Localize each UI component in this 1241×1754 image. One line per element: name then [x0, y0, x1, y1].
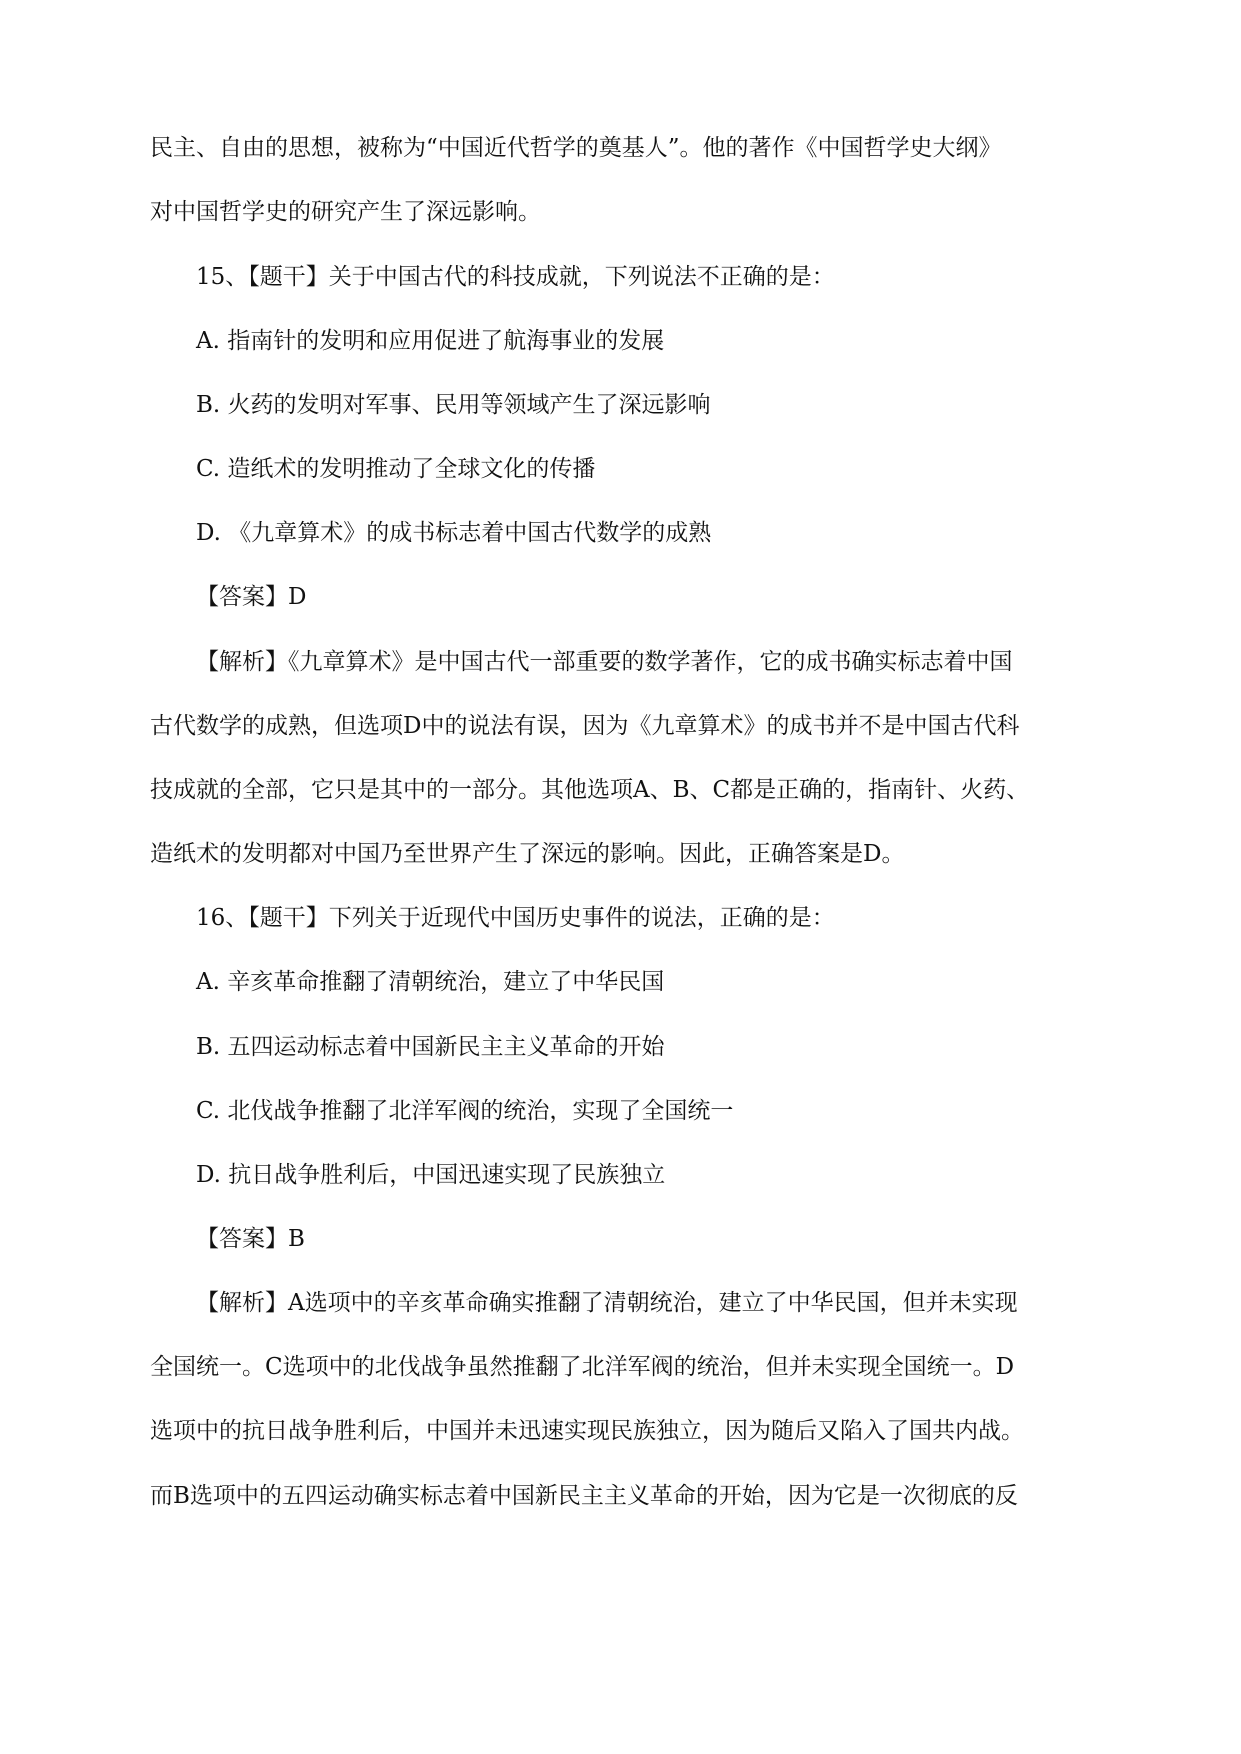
- paragraph-line: 对中国哲学史的研究产生了深远影响。: [150, 199, 541, 225]
- question-16-answer: 【答案】B: [196, 1226, 305, 1252]
- question-16-stem: 16、【题干】下列关于近现代中国历史事件的说法，正确的是：: [196, 905, 835, 931]
- question-15-explanation-line: 【解析】《九章算术》是中国古代一部重要的数学著作，它的成书确实标志着中国: [196, 649, 1013, 675]
- question-15-stem: 15、【题干】关于中国古代的科技成就，下列说法不正确的是：: [196, 264, 835, 290]
- question-16-option-d: D. 抗日战争胜利后，中国迅速实现了民族独立: [196, 1162, 666, 1188]
- question-15-answer: 【答案】D: [196, 584, 307, 610]
- question-15-explanation-line: 造纸术的发明都对中国乃至世界产生了深远的影响。因此，正确答案是D。: [150, 841, 905, 867]
- question-15-option-c: C. 造纸术的发明推动了全球文化的传播: [196, 456, 596, 482]
- question-15-option-a: A. 指南针的发明和应用促进了航海事业的发展: [196, 328, 665, 354]
- paragraph-line: 民主、自由的思想，被称为“中国近代哲学的奠基人”。他的著作《中国哲学史大纲》: [150, 135, 1002, 161]
- question-15-option-b: B. 火药的发明对军事、民用等领域产生了深远影响: [196, 392, 711, 418]
- question-15-explanation-line: 技成就的全部，它只是其中的一部分。其他选项A、B、C都是正确的，指南针、火药、: [150, 777, 1030, 803]
- question-16-option-c: C. 北伐战争推翻了北洋军阀的统治，实现了全国统一: [196, 1098, 734, 1124]
- question-16-explanation-line: 而B选项中的五四运动确实标志着中国新民主主义革命的开始，因为它是一次彻底的反: [150, 1483, 1018, 1509]
- question-16-explanation-line: 全国统一。C选项中的北伐战争虽然推翻了北洋军阀的统治，但并未实现全国统一。D: [150, 1354, 1015, 1380]
- question-16-option-b: B. 五四运动标志着中国新民主主义革命的开始: [196, 1034, 665, 1060]
- question-15-explanation-line: 古代数学的成熟，但选项D中的说法有误，因为《九章算术》的成书并不是中国古代科: [150, 713, 1020, 739]
- question-16-explanation-line: 【解析】A选项中的辛亥革命确实推翻了清朝统治，建立了中华民国，但并未实现: [196, 1290, 1018, 1316]
- question-16-explanation-line: 选项中的抗日战争胜利后，中国并未迅速实现民族独立，因为随后又陷入了国共内战。: [150, 1418, 1024, 1444]
- question-15-option-d: D. 《九章算术》的成书标志着中国古代数学的成熟: [196, 520, 712, 546]
- question-16-option-a: A. 辛亥革命推翻了清朝统治，建立了中华民国: [196, 969, 665, 995]
